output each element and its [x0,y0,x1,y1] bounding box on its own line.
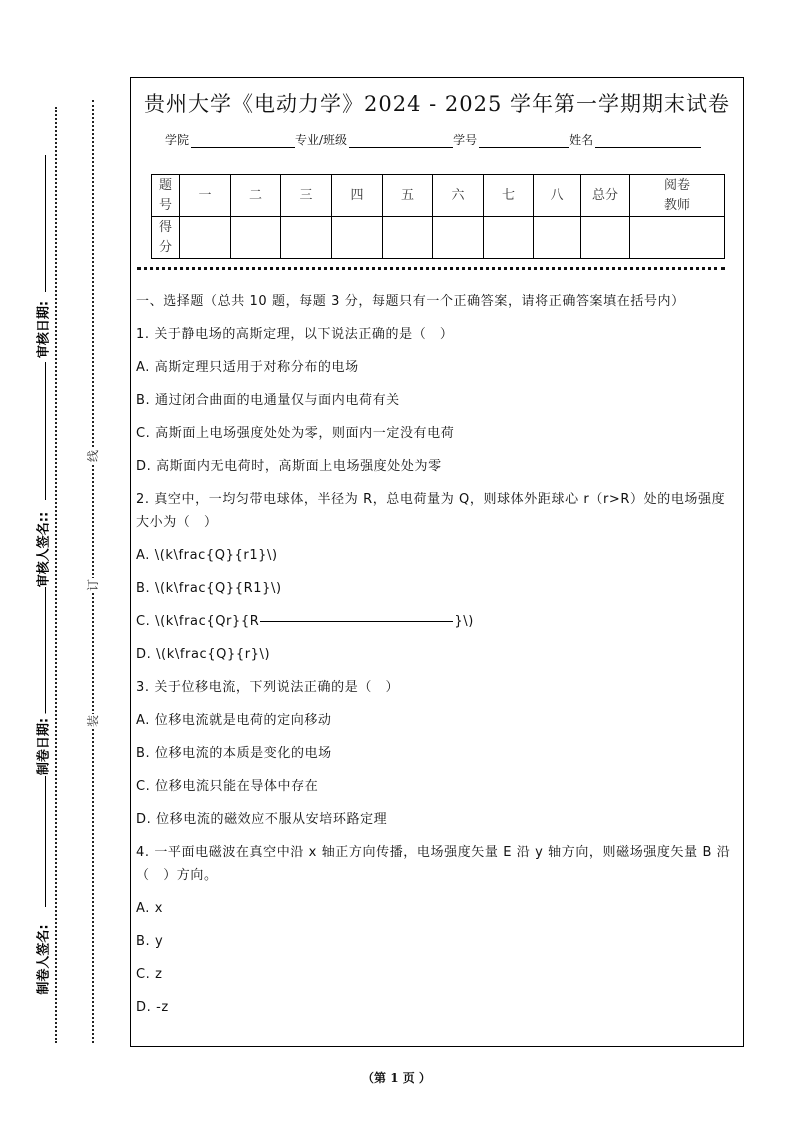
option-c-prefix: C. \(k\frac{Qr}{R [136,614,260,629]
score-cell-5[interactable] [383,217,433,259]
col-8: 八 [534,175,581,217]
question-4-option-b: B. y [136,934,164,949]
question-4-option-d: D. -z [136,1000,169,1015]
student-id-field[interactable] [479,133,569,148]
score-cell-total[interactable] [581,217,630,259]
name-label: 姓名 [569,133,594,147]
score-cell-7[interactable] [484,217,534,259]
col-4: 四 [332,175,383,217]
review-date-label: 审核日期: [33,297,52,363]
student-id-label: 学号 [453,133,478,147]
question-1-option-d: D. 高斯面内无电荷时，高斯面上电场强度处处为零 [136,459,442,474]
signature-line [45,362,46,500]
signature-line [45,587,46,715]
question-2-stem: 2. 真空中，一均匀带电球体，半径为 R，总电荷量为 Q，则球体外距球心 r（r>R）处的电场强度大小为（ ） [136,492,726,530]
score-cell-1[interactable] [180,217,231,259]
option-c-suffix: }\) [454,614,474,629]
major-class-field[interactable] [349,133,453,148]
score-table-header-row [152,175,725,217]
signature-line [45,776,46,907]
score-cell-6[interactable] [433,217,484,259]
col-3: 三 [281,175,332,217]
col-7: 七 [484,175,534,217]
major-class-label: 专业/班级 [295,133,348,147]
binding-word-ding: 订 [86,578,101,592]
inner-dotted-line [92,100,94,1043]
score-row-header: 得 分 [152,217,180,259]
question-1-option-b: B. 通过闭合曲面的电通量仅与面内电荷有关 [136,393,400,408]
signature-line [45,155,46,292]
student-info-row [165,131,701,148]
score-table [151,174,725,259]
name-field[interactable] [595,133,701,148]
college-label: 学院 [165,133,190,147]
college-field[interactable] [191,133,295,148]
dotted-separator [137,267,725,270]
score-cell-4[interactable] [332,217,383,259]
score-cell-2[interactable] [231,217,281,259]
col-6: 六 [433,175,484,217]
score-table-score-row [152,217,725,259]
col-5: 五 [383,175,433,217]
binding-word-zhuang: 装 [86,714,101,728]
exam-content [136,290,737,1029]
question-3-option-c: C. 位移电流只能在导体中存在 [136,779,319,794]
outer-dotted-line [55,107,57,1043]
question-1-stem: 1. 关于静电场的高斯定理，以下说法正确的是（ ） [136,327,454,342]
question-2-option-a: A. \(k\frac{Q}{r1}\) [136,548,278,563]
question-4-option-c: C. z [136,967,163,982]
page-number: （第 1 页 ） [362,1071,431,1085]
col-2: 二 [231,175,281,217]
section-heading: 一、选择题（总共 10 题，每题 3 分，每题只有一个正确答案，请将正确答案填在括号内） [136,294,685,309]
question-2-option-b: B. \(k\frac{Q}{R1}\) [136,581,282,596]
score-cell-8[interactable] [534,217,581,259]
reviewer-signature-label: 审核人签名:: [33,506,52,594]
col-1: 一 [180,175,231,217]
question-1-option-a: A. 高斯定理只适用于对称分布的电场 [136,360,359,375]
exam-title: 贵州大学《电动力学》2024 - 2025 学年第一学期期末试卷 [143,92,730,116]
question-4-stem: 4. 一平面电磁波在真空中沿 x 轴正方向传播，电场强度矢量 E 沿 y 轴方向，则磁场强度矢量 B 沿（ ）方向。 [136,845,731,883]
grader-header: 阅卷 教师 [630,175,725,217]
exam-page-frame [130,77,744,1047]
question-3-option-d: D. 位移电流的磁效应不服从安培环路定理 [136,812,388,827]
question-number-header: 题 号 [152,175,180,217]
question-3-option-a: A. 位移电流就是电荷的定向移动 [136,713,332,728]
col-total: 总分 [581,175,630,217]
exam-date-label: 制卷日期: [33,714,52,780]
question-3-stem: 3. 关于位移电流，下列说法正确的是（ ） [136,680,400,695]
binding-word-xian: 线 [86,449,101,463]
grader-cell[interactable] [630,217,725,259]
question-1-option-c: C. 高斯面上电场强度处处为零，则面内一定没有电荷 [136,426,455,441]
question-2-option-d: D. \(k\frac{Q}{r}\) [136,647,271,662]
question-2-option-c [136,610,737,633]
fraction-rule [260,621,453,622]
question-3-option-b: B. 位移电流的本质是变化的电场 [136,746,332,761]
exam-maker-signature-label: 制卷人签名: [33,918,52,1002]
question-4-option-a: A. x [136,901,164,916]
score-cell-3[interactable] [281,217,332,259]
